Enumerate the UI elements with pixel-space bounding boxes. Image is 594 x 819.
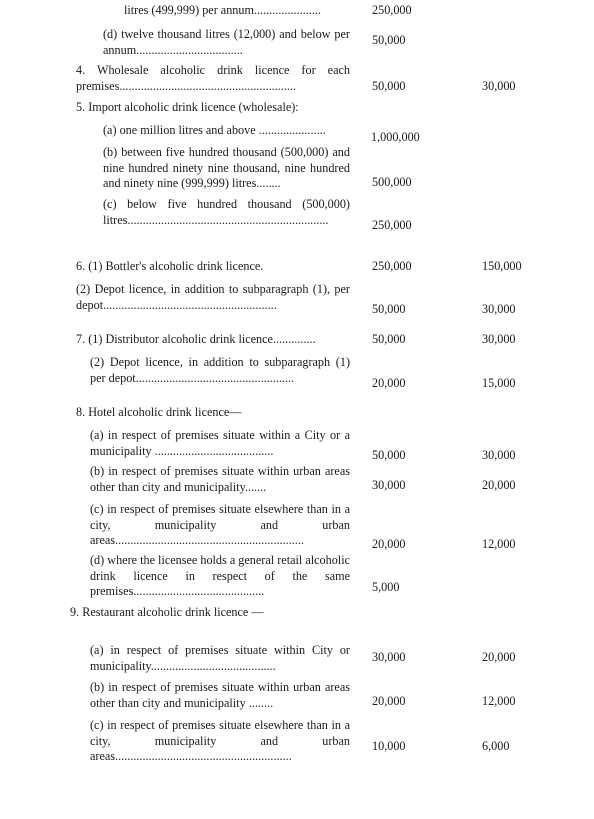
row-litres-tail-text: litres (499,999) per annum......................: [124, 3, 321, 17]
item9b-amount-2: 12,000: [482, 694, 516, 708]
item8b-text: (b) in respect of premises situate within urban areas other than city and municipality.......: [90, 464, 350, 494]
item4-amount-2: 30,000: [482, 79, 516, 93]
item6-2-amount-1: 50,000: [372, 302, 406, 316]
item9a-text: (a) in respect of premises situate within City or municipality.........................................: [90, 643, 350, 673]
item7-1-amount-1: 50,000: [372, 332, 406, 346]
item9c-amount-1: 10,000: [372, 739, 406, 753]
item5c-amount: 250,000: [372, 218, 412, 232]
item8d-text: (d) where the licensee holds a general retail alcoholic drink licence in respect of the same premises...........................................: [90, 553, 350, 598]
item6-1-amount-1: 250,000: [372, 259, 412, 273]
item9c-amount-2: 6,000: [482, 739, 510, 753]
item6-2-text: (2) Depot licence, in addition to subparagraph (1), per depot.........................................................: [76, 282, 350, 312]
item8a-text: (a) in respect of premises situate within a City or a municipality .......................................: [90, 428, 350, 458]
item8c-amount-2: 12,000: [482, 537, 516, 551]
item7-2-text: (2) Depot licence, in addition to subparagraph (1) per depot....................................................: [90, 355, 350, 385]
item4-amount-1: 50,000: [372, 79, 406, 93]
item9-heading: 9. Restaurant alcoholic drink licence —: [70, 605, 264, 619]
item8a-amount-1: 50,000: [372, 448, 406, 462]
item7-2-amount-1: 20,000: [372, 376, 406, 390]
item-twelve-thousand-amount: 50,000: [372, 33, 406, 47]
item6-1-text: 6. (1) Bottler's alcoholic drink licence.: [76, 259, 264, 273]
item9c-text: (c) in respect of premises situate elsewhere than in a city, municipality and urban areas..........................................................: [90, 718, 350, 763]
item7-1-amount-2: 30,000: [482, 332, 516, 346]
item9b-text: (b) in respect of premises situate within urban areas other than city and municipality ........: [90, 680, 350, 710]
row-litres-tail-amount: 250,000: [372, 3, 412, 17]
item8c-amount-1: 20,000: [372, 537, 406, 551]
item8c-text: (c) in respect of premises situate elsewhere than in a city, municipality and urban areas..............................................................: [90, 502, 350, 547]
item8d-amount: 5,000: [372, 580, 400, 594]
item9a-amount-2: 20,000: [482, 650, 516, 664]
item8b-amount-1: 30,000: [372, 478, 406, 492]
item8b-amount-2: 20,000: [482, 478, 516, 492]
item4-text: 4. Wholesale alcoholic drink licence for each premises..........................................................: [76, 63, 350, 93]
item8a-amount-2: 30,000: [482, 448, 516, 462]
item5a-amount: 1,000,000: [371, 130, 420, 144]
item6-2-amount-2: 30,000: [482, 302, 516, 316]
item9a-amount-1: 30,000: [372, 650, 406, 664]
item6-1-amount-2: 150,000: [482, 259, 522, 273]
item7-2-amount-2: 15,000: [482, 376, 516, 390]
item9b-amount-1: 20,000: [372, 694, 406, 708]
item5-heading: 5. Import alcoholic drink licence (wholesale):: [76, 100, 299, 114]
item8-heading: 8. Hotel alcoholic drink licence—: [76, 405, 242, 419]
item7-1-text: 7. (1) Distributor alcoholic drink licence..............: [76, 332, 316, 346]
item5c-text: (c) below five hundred thousand (500,000) litres..................................................................: [103, 197, 350, 227]
item-twelve-thousand-text: (d) twelve thousand litres (12,000) and below per annum...................................: [103, 27, 350, 57]
item5a-text: (a) one million litres and above ......................: [103, 123, 326, 137]
item5b-text: (b) between five hundred thousand (500,000) and nine hundred ninety nine thousand, nine hundred and ninety nine (999,999) litres........: [103, 145, 350, 190]
item5b-amount: 500,000: [372, 175, 412, 189]
